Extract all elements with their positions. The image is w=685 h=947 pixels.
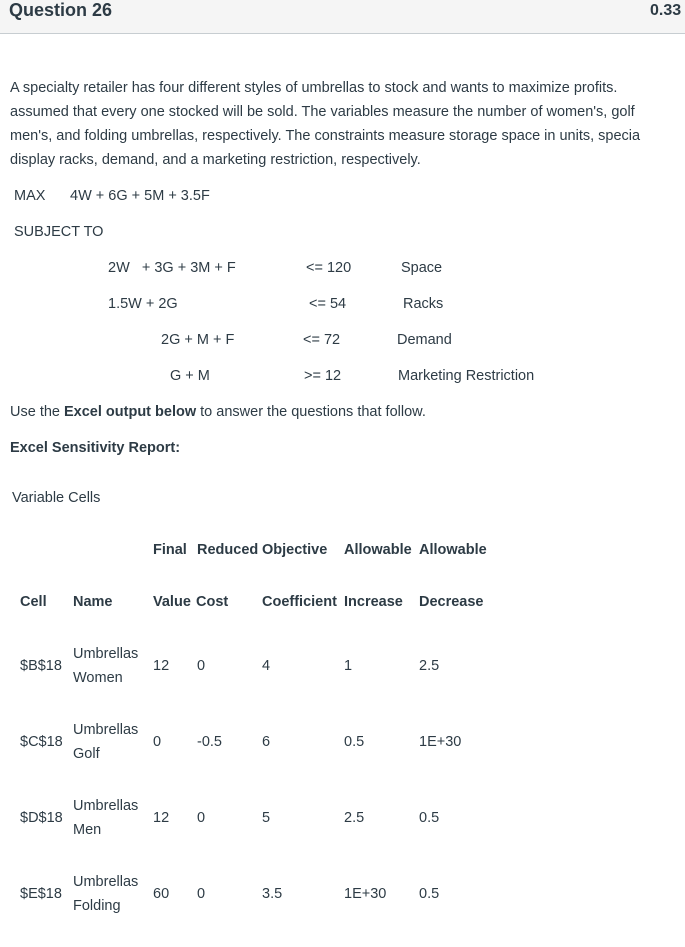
question-points: 0.33 [650,2,682,19]
report-title: Excel Sensitivity Report: [10,440,181,456]
intro-line-3: men's, and folding umbrellas, respectively. The constraints measure storage space in units, specia [10,128,641,144]
objective-coefficient: 5 [262,810,271,826]
col-header-allowable-dec: Allowable [419,542,487,558]
cell-ref: $B$18 [20,658,62,674]
constraint-lhs: G + M [170,368,210,384]
objective-function: 4W + 6G + 5M + 3.5F [70,188,210,204]
col-header-name: Name [73,594,113,610]
constraint-lhs: 1.5W + 2G [108,296,178,312]
constraint-lhs: 2W + 3G + 3M + F [108,260,236,276]
instruction-prefix: Use the [10,404,64,420]
allowable-decrease: 0.5 [419,886,440,902]
col-header-value: Value [153,594,191,610]
col-header-objective: Objective [262,542,328,558]
variable-name-line1: Umbrellas [73,646,139,662]
intro-line-2: assumed that every one stocked will be sold. The variables measure the number of women's, golf [10,104,635,120]
final-value: 0 [153,734,162,750]
col-header-reduced: Reduced [197,542,259,558]
allowable-increase: 1E+30 [344,886,387,902]
cell-ref: $D$18 [20,810,63,826]
variable-name-line1: Umbrellas [73,874,139,890]
question-title: Question 26 [9,0,113,20]
col-header-allowable-inc: Allowable [344,542,412,558]
constraint-name: Space [401,260,443,276]
constraint-rhs: <= 120 [306,260,352,276]
constraint-rhs: <= 72 [303,332,341,348]
col-header-coefficient: Coefficient [262,594,337,610]
instruction-suffix: to answer the questions that follow. [196,404,426,420]
constraint-lhs: 2G + M + F [161,332,235,348]
allowable-increase: 1 [344,658,353,674]
reduced-cost: 0 [197,658,206,674]
allowable-decrease: 0.5 [419,810,440,826]
col-header-final: Final [153,542,187,558]
constraint-rhs: <= 54 [309,296,347,312]
col-header-decrease: Decrease [419,594,484,610]
allowable-increase: 2.5 [344,810,365,826]
intro-line-4: display racks, demand, and a marketing restriction, respectively. [10,152,421,168]
variable-name-line2: Folding [73,898,121,914]
constraint-name: Racks [403,296,444,312]
final-value: 12 [153,810,170,826]
objective-coefficient: 3.5 [262,886,283,902]
final-value: 12 [153,658,170,674]
constraint-rhs: >= 12 [304,368,342,384]
allowable-decrease: 1E+30 [419,734,462,750]
constraint-name: Demand [397,332,452,348]
col-header-cell: Cell [20,594,47,610]
section-title: Variable Cells [12,490,101,506]
cell-ref: $C$18 [20,734,63,750]
max-label: MAX [14,188,46,204]
objective-coefficient: 6 [262,734,271,750]
reduced-cost: -0.5 [197,734,222,750]
col-header-cost: Cost [196,594,229,610]
variable-name-line2: Golf [73,746,100,762]
variable-name-line2: Women [73,670,123,686]
variable-name-line2: Men [73,822,102,838]
allowable-increase: 0.5 [344,734,365,750]
variable-name-line1: Umbrellas [73,722,139,738]
instruction-bold: Excel output below [64,404,197,420]
allowable-decrease: 2.5 [419,658,440,674]
cell-ref: $E$18 [20,886,62,902]
col-header-increase: Increase [344,594,403,610]
intro-line-1: A specialty retailer has four different styles of umbrellas to stock and wants to maximize profits. [10,80,618,96]
constraint-name: Marketing Restriction [398,368,535,384]
instruction-text [10,404,426,420]
variable-name-line1: Umbrellas [73,798,139,814]
reduced-cost: 0 [197,810,206,826]
subject-to-label: SUBJECT TO [14,224,104,240]
reduced-cost: 0 [197,886,206,902]
final-value: 60 [153,886,170,902]
objective-coefficient: 4 [262,658,271,674]
